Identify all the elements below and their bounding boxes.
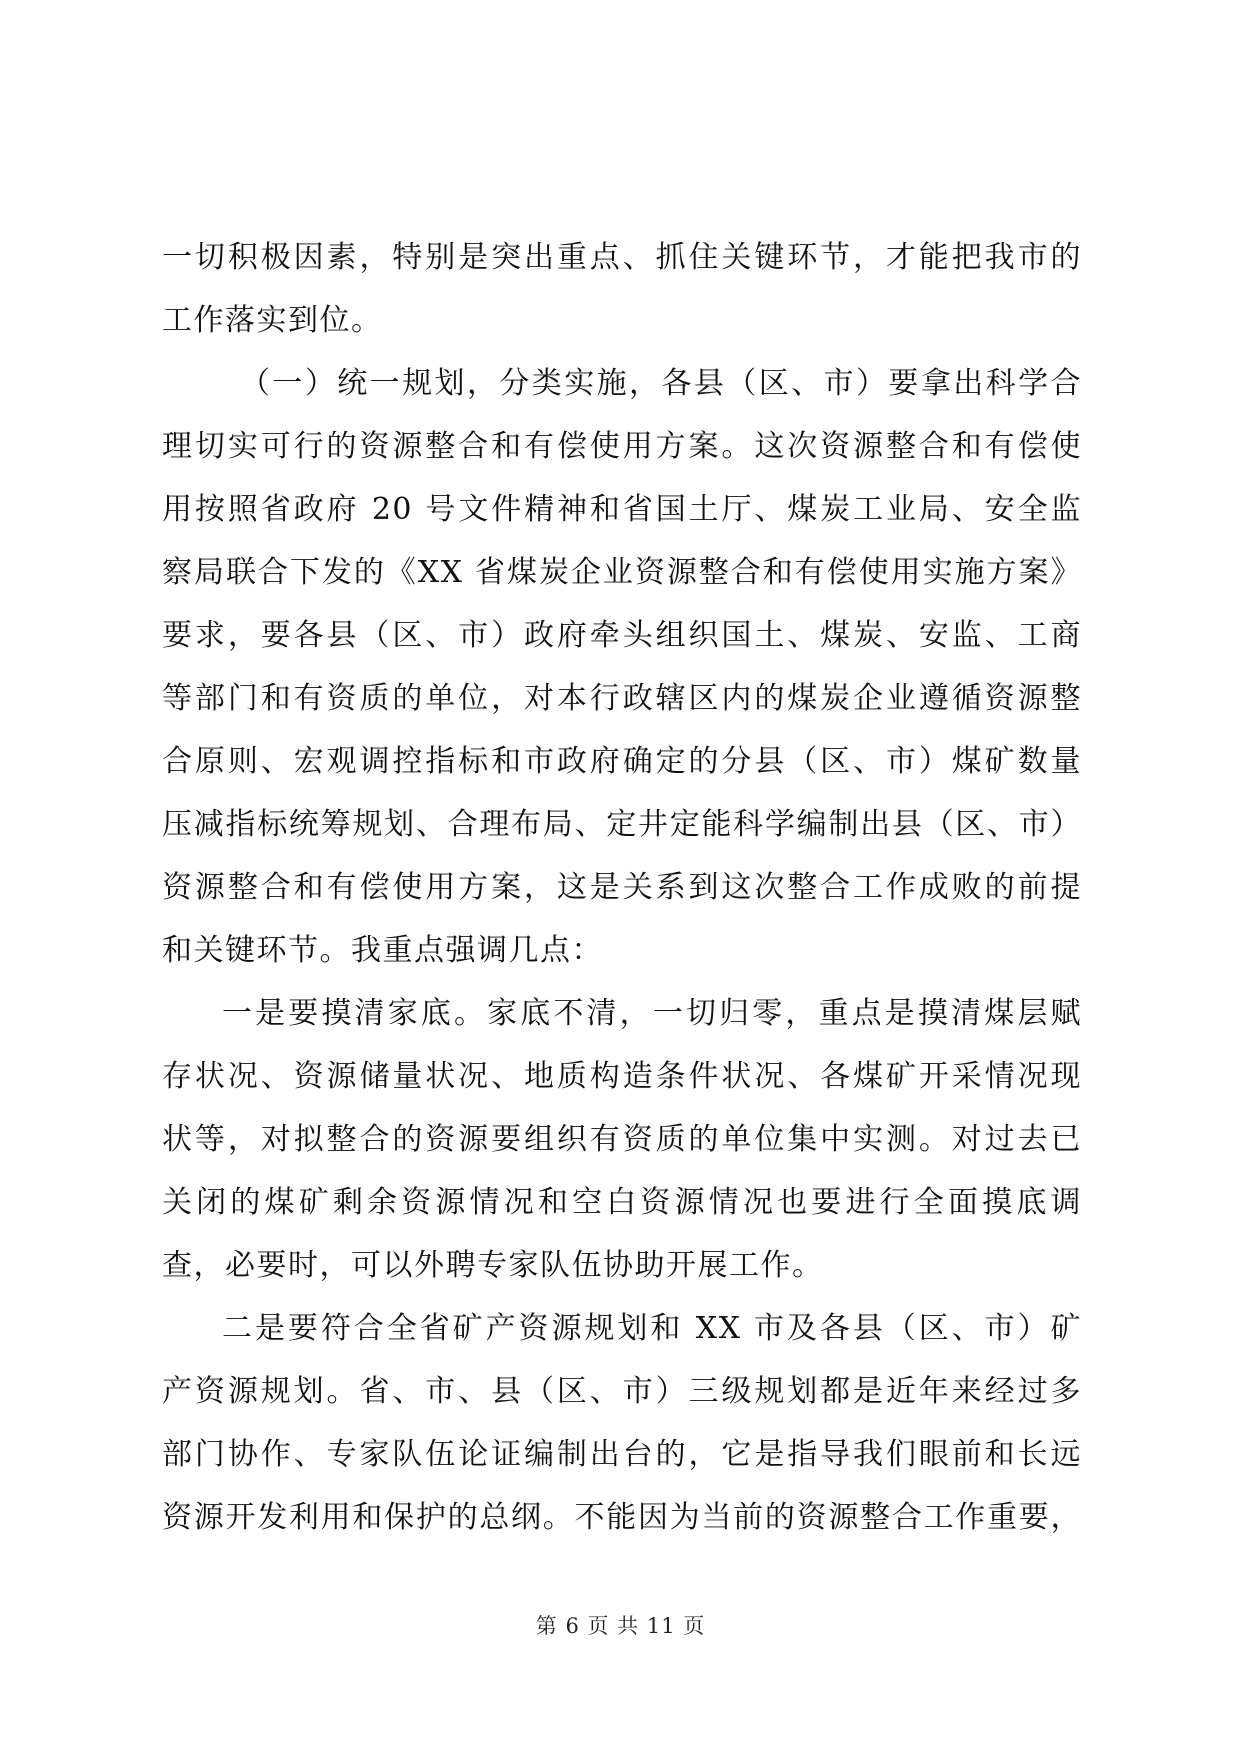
text-line: 工作落实到位。 [162, 303, 383, 338]
text-line: 要求，要各县（区、市）政府牵头组织国土、煤炭、安监、工商 [162, 618, 1082, 653]
text-line: 关闭的煤矿剩余资源情况和空白资源情况也要进行全面摸底调 [162, 1185, 1082, 1220]
text-line: 部门协作、专家队伍论证编制出台的，它是指导我们眼前和长远 [162, 1437, 1082, 1472]
page-number-footer: 第 6 页 共 11 页 [535, 1614, 706, 1638]
text-line: 察局联合下发的《XX 省煤炭企业资源整合和有偿使用实施方案》 [162, 555, 1082, 590]
document-body [162, 226, 1082, 1549]
text-line: 合原则、宏观调控指标和市政府确定的分县（区、市）煤矿数量 [162, 744, 1082, 779]
text-line: 存状况、资源储量状况、地质构造条件状况、各煤矿开采情况现 [162, 1059, 1082, 1094]
paragraph-start-line: 一是要摸清家底。家底不清，一切归零，重点是摸清煤层赋 [222, 996, 1082, 1031]
paragraph-start-line: 二是要符合全省矿产资源规划和 XX 市及各县（区、市）矿 [222, 1311, 1082, 1346]
text-line: 查，必要时，可以外聘专家队伍协助开展工作。 [162, 1248, 824, 1283]
text-line: 和关键环节。我重点强调几点： [162, 933, 603, 968]
text-line: 理切实可行的资源整合和有偿使用方案。这次资源整合和有偿使 [162, 429, 1082, 464]
text-line: 资源开发利用和保护的总纲。不能因为当前的资源整合工作重要， [162, 1500, 1082, 1535]
text-line: 资源整合和有偿使用方案，这是关系到这次整合工作成败的前提 [162, 870, 1082, 905]
text-line: 状等，对拟整合的资源要组织有资质的单位集中实测。对过去已 [162, 1122, 1082, 1157]
text-line: 等部门和有资质的单位，对本行政辖区内的煤炭企业遵循资源整 [162, 681, 1082, 716]
section-heading-line: （一）统一规划，分类实施，各县（区、市）要拿出科学合 [240, 366, 1082, 401]
text-line: 压减指标统筹规划、合理布局、定井定能科学编制出县（区、市） [162, 807, 1082, 842]
text-line: 产资源规划。省、市、县（区、市）三级规划都是近年来经过多 [162, 1374, 1082, 1409]
text-line: 一切积极因素，特别是突出重点、抓住关键环节，才能把我市的 [162, 240, 1082, 275]
text-line: 用按照省政府 20 号文件精神和省国土厅、煤炭工业局、安全监 [162, 492, 1082, 527]
